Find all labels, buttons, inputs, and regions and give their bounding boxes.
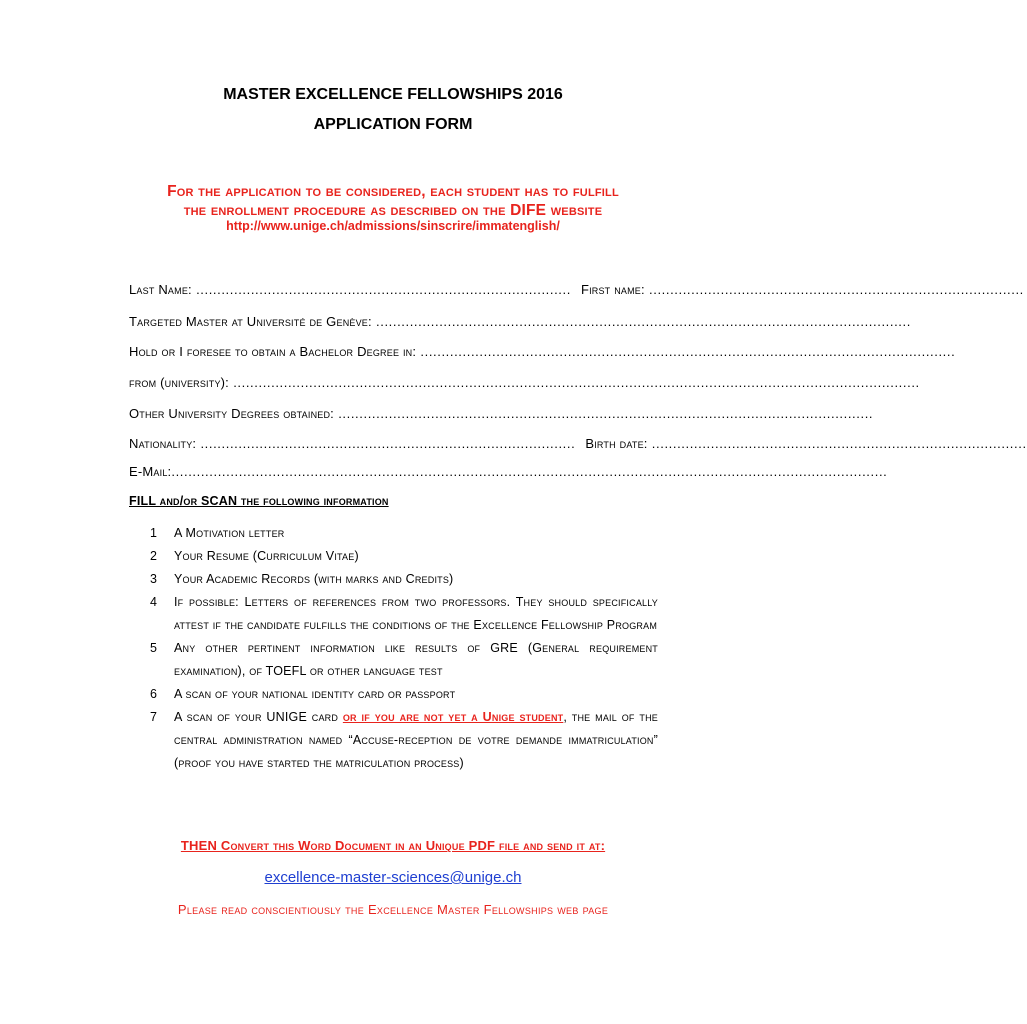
list-item bbox=[150, 522, 658, 545]
not-yet-student-note: or if you are not yet a Unige student bbox=[342, 710, 564, 724]
list-item-text: A Motivation letter bbox=[174, 526, 285, 540]
list-item-number: 1 bbox=[150, 526, 158, 540]
last-name-field[interactable] bbox=[129, 282, 571, 297]
list-item-number: 6 bbox=[150, 687, 158, 701]
list-item-text bbox=[174, 706, 658, 775]
list-item bbox=[150, 637, 658, 683]
other-degrees-field[interactable] bbox=[129, 406, 874, 421]
list-item bbox=[150, 706, 658, 775]
list-item bbox=[150, 591, 658, 637]
other-degrees-label: Other University Degrees obtained: bbox=[129, 406, 334, 421]
first-name-field[interactable] bbox=[581, 282, 1024, 297]
dife-url[interactable]: http://www.unige.ch/admissions/sinscrire/immatenglish/ bbox=[226, 219, 560, 233]
list-item-number: 5 bbox=[150, 641, 158, 655]
nationality-label: Nationality: bbox=[129, 436, 197, 451]
bachelor-label: Hold or I foresee to obtain a Bachelor Degree in: bbox=[129, 344, 417, 359]
last-name-dots: ......................................................................................... bbox=[191, 282, 571, 297]
nationality-dots: ......................................................................................... bbox=[196, 436, 576, 451]
targeted-master-field[interactable] bbox=[129, 314, 911, 329]
first-name-dots: ......................................................................................... bbox=[644, 282, 1024, 297]
bachelor-dots: ............................................................................................................................... bbox=[416, 344, 956, 359]
list-item bbox=[150, 568, 658, 591]
notice-line-1: For the application to be considered, each student has to fulfill bbox=[167, 183, 619, 200]
birth-date-label: Birth date: bbox=[585, 436, 648, 451]
convert-instruction: THEN Convert this Word Document in an Unique PDF file and send it at: bbox=[180, 838, 606, 853]
email-dots: .......................................................................................................................................................................... bbox=[171, 464, 888, 479]
list-item-number: 4 bbox=[150, 595, 158, 609]
from-university-field[interactable] bbox=[129, 375, 920, 390]
list-item-text: Any other pertinent information like results of GRE (General requirement examination), of TOEFL or other language test bbox=[174, 641, 658, 678]
fill-scan-header: FILL and/or SCAN the following information bbox=[129, 494, 389, 508]
bachelor-field[interactable] bbox=[129, 344, 956, 359]
contact-email-link[interactable]: excellence-master-sciences@unige.ch bbox=[264, 869, 522, 886]
nationality-row bbox=[129, 436, 1027, 451]
name-row bbox=[129, 282, 1024, 297]
list-item-text: If possible: Letters of references from two professors. They should specifically attest if the candidate fulfills the conditions of the Excellence Fellowship Program bbox=[174, 595, 658, 632]
list-item bbox=[150, 683, 658, 706]
read-webpage-note: Please read conscientiously the Excellence Master Fellowships web page bbox=[177, 902, 609, 917]
birth-date-dots: ......................................................................................... bbox=[647, 436, 1027, 451]
list-item-number: 2 bbox=[150, 549, 158, 563]
list-item-number: 3 bbox=[150, 572, 158, 586]
from-university-label: from (university): bbox=[129, 375, 229, 390]
list-item bbox=[150, 545, 658, 568]
nationality-field[interactable] bbox=[129, 436, 575, 451]
first-name-label: First name: bbox=[580, 282, 645, 297]
last-name-label: Last Name: bbox=[129, 282, 192, 297]
email-label: E-Mail: bbox=[129, 464, 172, 479]
form-subtitle: APPLICATION FORM bbox=[313, 116, 473, 133]
form-title: MASTER EXCELLENCE FELLOWSHIPS 2016 bbox=[223, 86, 563, 103]
list-item-text: Your Resume (Curriculum Vitae) bbox=[174, 549, 359, 563]
targeted-master-label: Targeted Master at Université de Genève: bbox=[129, 314, 372, 329]
birth-date-field[interactable] bbox=[585, 436, 1026, 451]
list-item-text: Your Academic Records (with marks and Credits) bbox=[174, 572, 454, 586]
other-degrees-dots: ............................................................................................................................... bbox=[334, 406, 874, 421]
unige-card-text: A scan of your UNIGE card bbox=[174, 710, 343, 724]
list-item-number: 7 bbox=[150, 710, 158, 724]
from-university-dots: ................................................................................................................................................................... bbox=[229, 375, 920, 390]
requirements-list bbox=[150, 522, 658, 775]
notice-line-2: the enrollment procedure as described on the DIFE website bbox=[183, 202, 603, 219]
targeted-master-dots: ............................................................................................................................... bbox=[371, 314, 911, 329]
matriculation-text: , the mail of the central administration named “Accuse-reception de votre demande immatriculation” (proof you have started the matriculation process) bbox=[174, 710, 658, 770]
list-item-text: A scan of your national identity card or passport bbox=[174, 687, 456, 701]
email-field[interactable] bbox=[129, 464, 888, 479]
